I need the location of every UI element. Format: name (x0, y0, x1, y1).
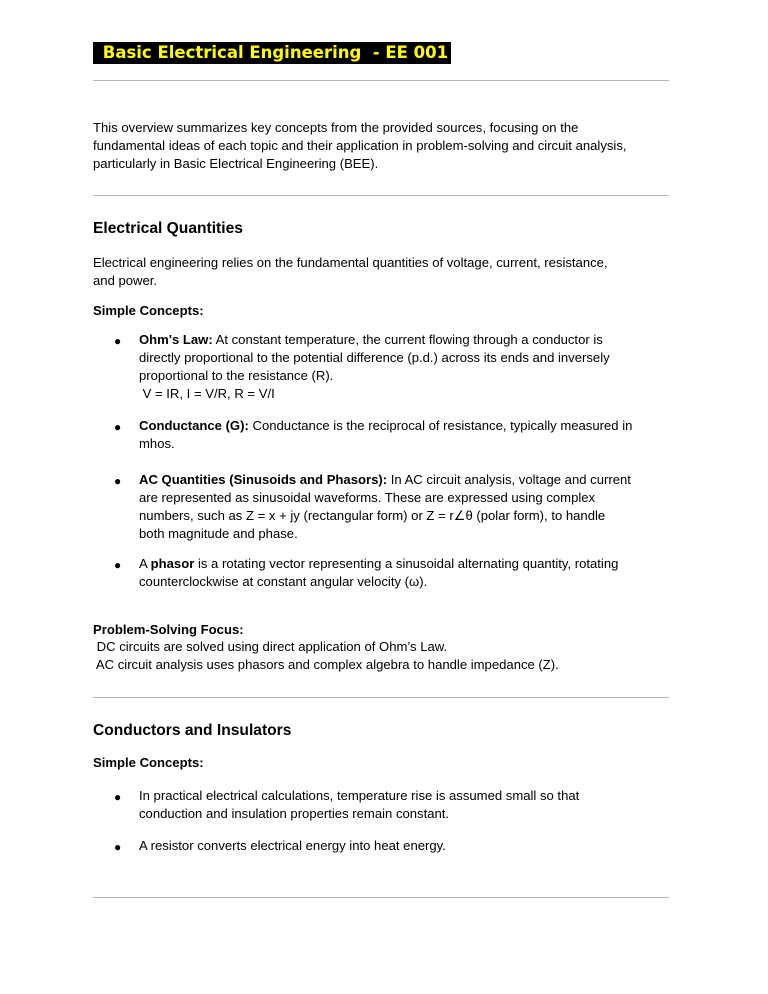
list-item-ac-quantities: AC Quantities (Sinusoids and Phasors): In AC circuit analysis, voltage and current are represented as sinusoidal waveforms. These are expressed using complex numbers, such as Z = x + jy (rectangular form) or Z = r∠θ (polar form), to handle both magnitude and phase. (139, 472, 631, 541)
term-ohms-law: Ohm's Law: (139, 332, 213, 347)
document-title: Basic Electrical Engineering - EE 001 (93, 42, 451, 64)
divider (93, 80, 669, 81)
intro-line: particularly in Basic Electrical Engineering (BEE). (93, 156, 379, 171)
bullet-icon: ● (114, 474, 122, 488)
ohms-law-formula: V = IR, I = V/R, R = V/I (139, 386, 275, 401)
intro-line: fundamental ideas of each topic and their application in problem-solving and circuit analysis, (93, 138, 627, 153)
divider (93, 195, 669, 196)
intro-paragraph (93, 119, 678, 173)
list-item-phasor: A phasor is a rotating vector representing a sinusoidal alternating quantity, rotating counterclockwise at constant angular velocity (ω). (139, 556, 619, 589)
bullet-icon: ● (114, 840, 122, 854)
section-heading-conductors-insulators: Conductors and Insulators (93, 722, 292, 739)
simple-concepts-label: Simple Concepts: (93, 755, 204, 770)
term-phasor: phasor (150, 556, 195, 571)
list-item-temperature: In practical electrical calculations, temperature rise is assumed small so that conduction and insulation properties remain constant. (139, 788, 580, 821)
section-intro-paragraph: Electrical engineering relies on the fundamental quantities of voltage, current, resistance, and power. (93, 255, 608, 288)
term-ac-quantities: AC Quantities (Sinusoids and Phasors): (139, 472, 388, 487)
intro-line: This overview summarizes key concepts from the provided sources, focusing on the (93, 120, 579, 135)
divider (93, 897, 669, 898)
list-item-conductance: Conductance (G): Conductance is the reciprocal of resistance, typically measured in mhos. (139, 418, 633, 451)
bullet-icon: ● (114, 420, 122, 434)
problem-solving-focus-label: Problem-Solving Focus: (93, 622, 244, 637)
list-item-resistor: A resistor converts electrical energy into heat energy. (139, 838, 446, 853)
list-item-ohms-law: Ohm's Law: At constant temperature, the current flowing through a conductor is directly proportional to the potential difference (p.d.) across its ends and inversely proportional to the resistance (R). V = IR, I = V/R, R = V/I (139, 331, 679, 403)
section-heading-electrical-quantities: Electrical Quantities (93, 220, 243, 237)
bullet-icon: ● (114, 558, 122, 572)
divider (93, 697, 669, 698)
bullet-icon: ● (114, 334, 122, 348)
simple-concepts-label: Simple Concepts: (93, 303, 204, 318)
term-conductance: Conductance (G): (139, 418, 249, 433)
problem-solving-focus-text: DC circuits are solved using direct application of Ohm’s Law. AC circuit analysis uses phasors and complex algebra to handle impedance (Z). (93, 639, 559, 672)
bullet-icon: ● (114, 790, 122, 804)
